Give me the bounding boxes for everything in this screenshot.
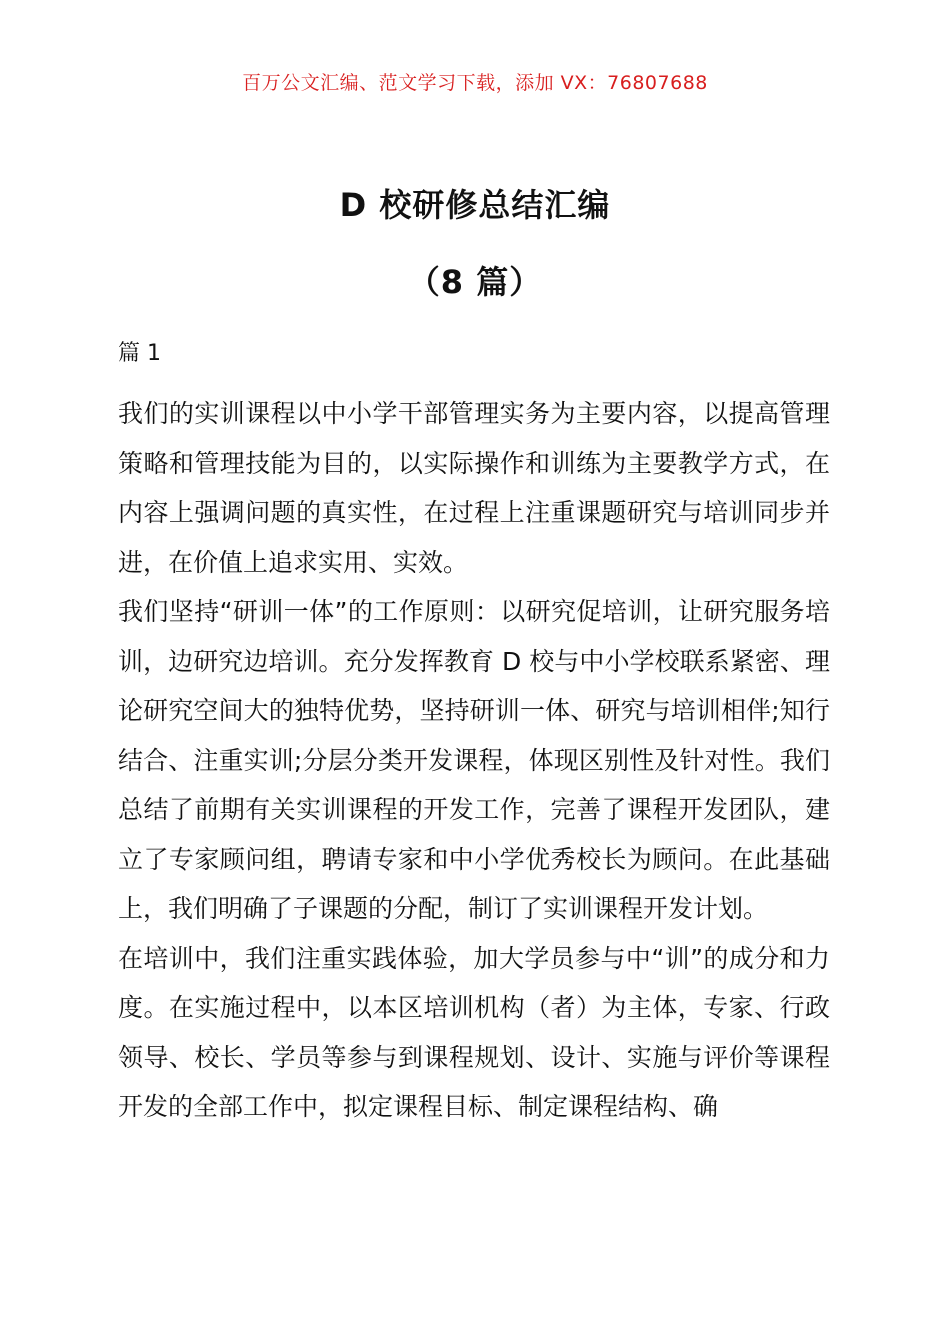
- paragraph-2: 我们坚持“研训一体”的工作原则：以研究促培训，让研究服务培训，边研究边培训。充分发挥教育 D 校与中小学校联系紧密、理论研究空间大的独特优势，坚持研训一体、研究与培训相伴;知行结合、注重实训;分层分类开发课程，体现区别性及针对性。我们总结了前期有关实训课程的开发工作，完善了课程开发团队，建立了专家顾问组，聘请专家和中小学优秀校长为顾问。在此基础上，我们明确了子课题的分配，制订了实训课程开发计划。: [118, 597, 830, 923]
- document-body: [118, 337, 830, 1132]
- paragraph-3: 在培训中，我们注重实践体验，加大学员参与中“训”的成分和力度。在实施过程中，以本区培训机构（者）为主体，专家、行政领导、校长、学员等参与到课程规划、设计、实施与评价等课程开发的全部工作中，拟定课程目标、制定课程结构、确: [118, 943, 830, 1121]
- document-subtitle: （8 篇）: [407, 263, 543, 301]
- section-label: 篇 1: [118, 341, 161, 366]
- document-title: D 校研修总结汇编: [339, 186, 611, 224]
- header-note: 百万公文汇编、范文学习下载，添加 VX：76807688: [242, 72, 708, 94]
- paragraph-1: 我们的实训课程以中小学干部管理实务为主要内容，以提高管理策略和管理技能为目的，以实际操作和训练为主要教学方式，在内容上强调问题的真实性，在过程上注重课题研究与培训同步并进，在价值上追求实用、实效。: [118, 399, 830, 577]
